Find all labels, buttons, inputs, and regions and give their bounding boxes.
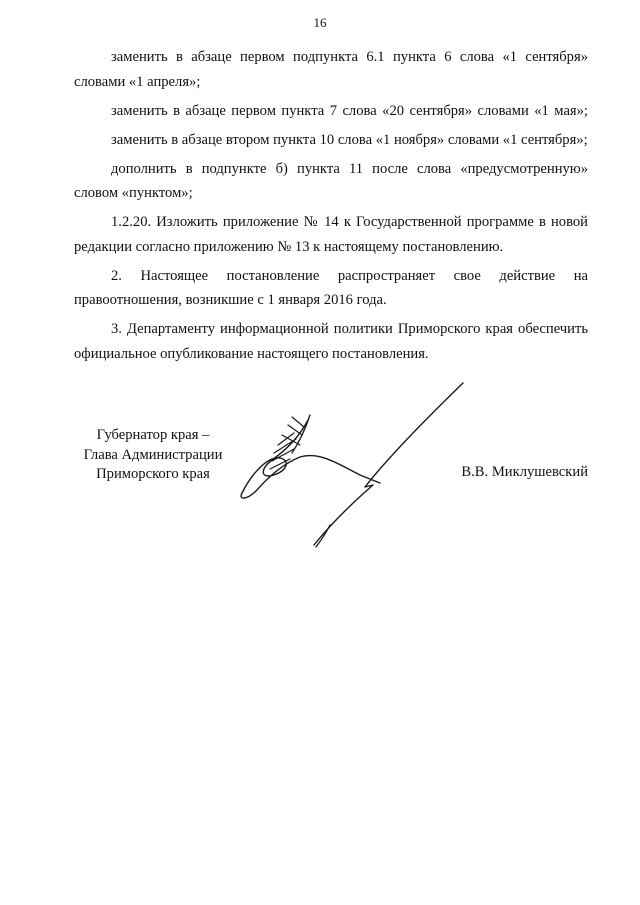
signer-title [58,426,248,485]
signature-stroke-hatching [270,417,304,469]
signer-title-line-3: Приморского края [96,466,210,482]
paragraph-6: 2. Настоящее постановление распространяет свое действие на правоотношения, возникшие с 1 января 2016 года. [74,267,588,308]
signer-title-line-2: Глава Администрации [83,446,223,463]
signer-name: В.В. Миклушевский [461,464,588,480]
signature-stroke-loop [241,420,380,498]
page-number: 16 [313,15,327,30]
paragraph-1: заменить в абзаце первом подпункта 6.1 пункта 6 слова «1 сентября» словами «1 апреля»; [74,49,588,90]
paragraph-3: заменить в абзаце втором пункта 10 слова «1 ноября» словами «1 сентября»; [111,131,588,148]
paragraph-4: дополнить в подпункте б) пункта 11 после слова «предусмотренную» словом «пунктом»; [74,160,588,201]
paragraph-2: заменить в абзаце первом пункта 7 слова «20 сентября» словами «1 мая»; [111,102,588,119]
paragraph-5: 1.2.20. Изложить приложение № 14 к Государственной программе в новой редакции согласно приложению № 13 к настоящему постановлению. [74,214,588,255]
paragraph-7: 3. Департаменту информационной политики Приморского края обеспечить официальное опубликование настоящего постановления. [74,321,588,362]
signer-title-line-1: Губернатор края – [96,427,210,443]
